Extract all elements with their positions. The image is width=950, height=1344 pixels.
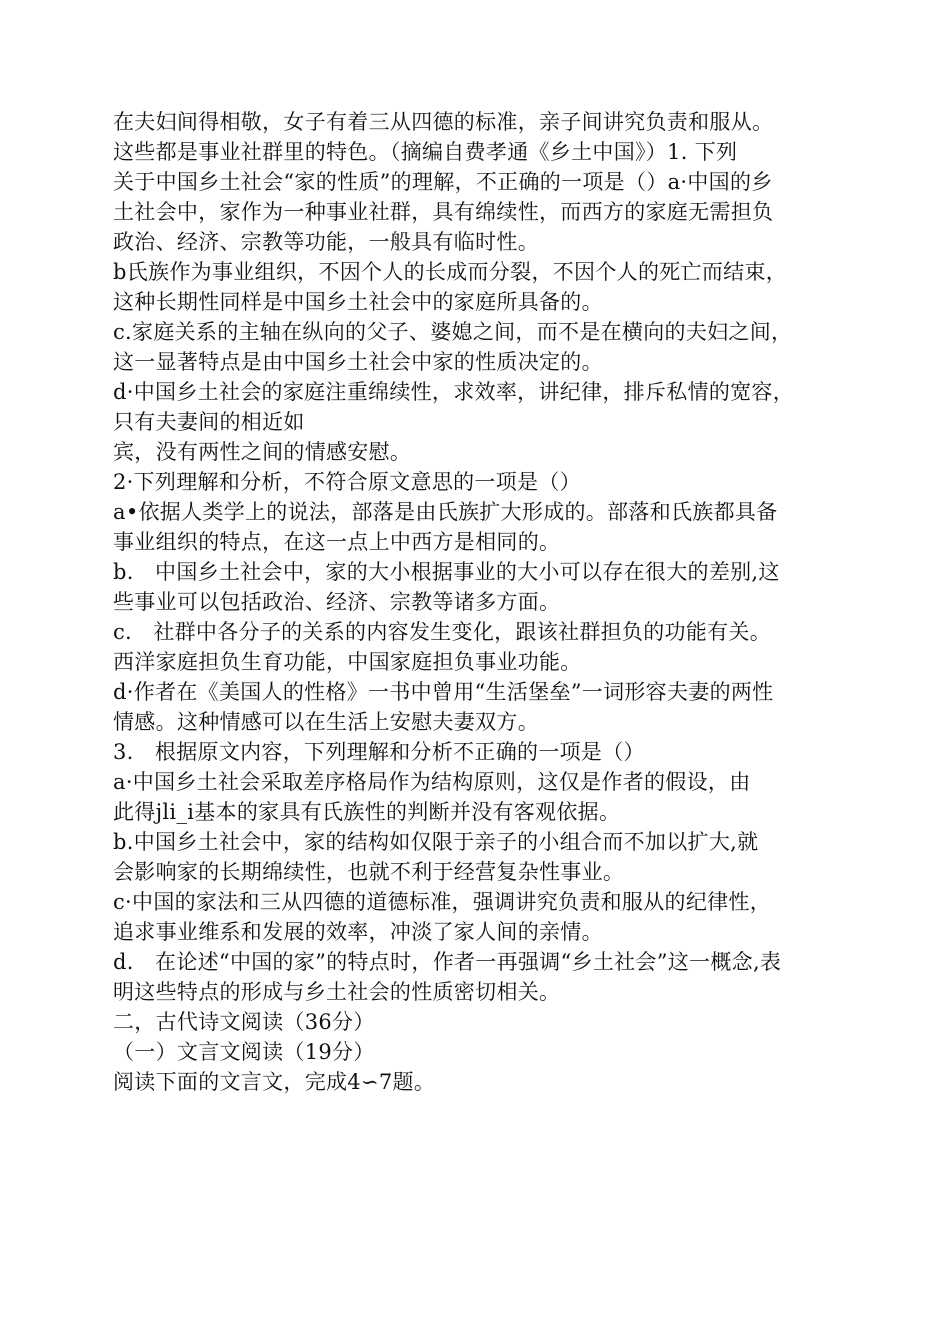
text-line: 3. 根据原文内容，下列理解和分析不正确的一项是（）	[113, 740, 645, 764]
text-line: 会影响家的长期绵续性，也就不利于经营复杂性事业。	[113, 860, 625, 884]
text-line: 这些都是事业社群里的特色。（摘编自费孝通《乡土中国》）1. 下列	[113, 140, 738, 164]
subsection-heading: （一）文言文阅读（19分）	[113, 1040, 375, 1064]
text-line: 事业组织的特点，在这一点上中西方是相同的。	[113, 530, 561, 554]
text-line: 此得jli_i基本的家具有氏族性的判断并没有客观依据。	[113, 800, 621, 824]
text-line: b.中国乡土社会中，家的结构如仅限于亲子的小组合而不加以扩大,就	[113, 830, 759, 854]
text-line: 这种长期性同样是中国乡土社会中的家庭所具备的。	[113, 290, 603, 314]
text-line: 土社会中，家作为一种事业社群，具有绵续性，而西方的家庭无需担负	[113, 200, 774, 224]
text-line: c.家庭关系的主轴在纵向的父子、婆媳之间，而不是在横向的夫妇之间，	[113, 320, 793, 344]
instruction-line: 阅读下面的文言文，完成4∽7题。	[113, 1070, 436, 1094]
text-line: d. 在论述“中国的家”的特点时，作者一再强调“乡土社会”这一概念,表	[113, 950, 782, 974]
text-line: b. 中国乡土社会中，家的大小根据事业的大小可以存在很大的差别,这	[113, 560, 780, 584]
text-line: 宾，没有两性之间的情感安慰。	[113, 440, 412, 464]
text-line: 2·下列理解和分析，不符合原文意思的一项是（）	[113, 470, 581, 494]
text-line: c·中国的家法和三从四德的道德标准，强调讲究负责和服从的纪律性，	[113, 890, 772, 914]
text-line: 这一显著特点是由中国乡土社会中家的性质决定的。	[113, 350, 603, 374]
text-line: 只有夫妻间的相近如	[113, 410, 305, 434]
text-line: 情感。这种情感可以在生活上安慰夫妻双方。	[113, 710, 539, 734]
text-line: 西洋家庭担负生育功能，中国家庭担负事业功能。	[113, 650, 582, 674]
text-line: d·中国乡土社会的家庭注重绵续性，求效率，讲纪律，排斥私情的宽容，	[113, 380, 795, 404]
text-line: 追求事业维系和发展的效率，冲淡了家人间的亲情。	[113, 920, 603, 944]
text-line: 政治、经济、宗教等功能，一般具有临时性。	[113, 230, 539, 254]
text-line: b氏族作为事业组织，不因个人的长成而分裂，不因个人的死亡而结束，	[113, 260, 788, 284]
text-line: a•依据人类学上的说法，部落是由氏族扩大形成的。部落和氏族都具备	[113, 500, 778, 524]
text-line: c. 社群中各分子的关系的内容发生变化，跟该社群担负的功能有关。	[113, 620, 772, 644]
text-line: 明这些特点的形成与乡土社会的性质密切相关。	[113, 980, 561, 1004]
text-line: a·中国乡土社会采取差序格局作为结构原则，这仅是作者的假设，由	[113, 770, 751, 794]
text-line: 些事业可以包括政治、经济、宗教等诸多方面。	[113, 590, 561, 614]
section-heading: 二，古代诗文阅读（36分）	[113, 1010, 375, 1034]
document-body	[113, 107, 873, 1097]
text-line: 在夫妇间得相敬，女子有着三从四德的标准，亲子间讲究负责和服从。	[113, 110, 774, 134]
text-line: d·作者在《美国人的性格》一书中曾用“生活堡垒”一词形容夫妻的两性	[113, 680, 774, 704]
text-line: 关于中国乡土社会“家的性质”的理解，不正确的一项是（）a·中国的乡	[113, 170, 773, 194]
